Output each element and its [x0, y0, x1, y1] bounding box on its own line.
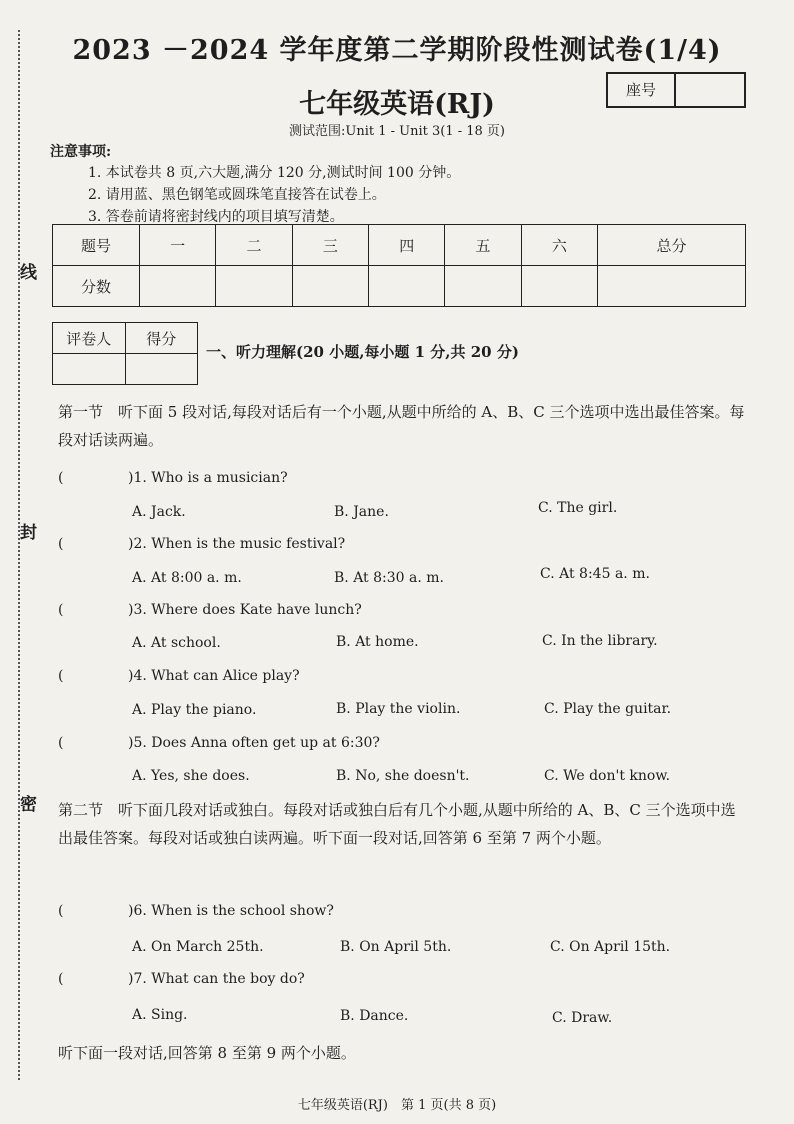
answer-blank[interactable]: ( — [58, 602, 64, 618]
score-cell[interactable] — [521, 266, 597, 307]
seat-label: 座号 — [608, 74, 676, 106]
notice-heading: 注意事项: — [50, 144, 112, 160]
question-5 — [58, 735, 380, 751]
option-b: B. At 8:30 a. m. — [334, 570, 444, 586]
score-cell[interactable] — [445, 266, 521, 307]
option-a: A. Play the piano. — [132, 702, 257, 718]
option-a: A. Sing. — [132, 1007, 188, 1023]
answer-blank[interactable]: ( — [58, 735, 64, 751]
option-c: C. The girl. — [538, 500, 618, 516]
score-header-cell: 题号 — [53, 225, 140, 266]
score-header-cell: 一 — [140, 225, 216, 266]
option-a: A. Yes, she does. — [132, 768, 250, 784]
binding-dotted-line — [18, 30, 20, 1080]
option-b: B. Play the violin. — [336, 701, 461, 717]
test-scope: 测试范围:Unit 1 - Unit 3(1 - 18 页) — [288, 124, 505, 139]
notice-item: 2. 请用蓝、黑色钢笔或圆珠笔直接答在试卷上。 — [88, 187, 386, 203]
score-table-header-row — [53, 225, 746, 266]
score-header-cell: 六 — [521, 225, 597, 266]
section-heading: 一、听力理解(20 小题,每小题 1 分,共 20 分) — [206, 343, 519, 361]
option-c: C. In the library. — [542, 633, 658, 649]
exam-title: 2023 －2024 学年度第二学期阶段性测试卷(1/4) — [72, 35, 722, 66]
question-text: )4. What can Alice play? — [128, 668, 300, 684]
binding-seal-char: 封 — [20, 523, 37, 543]
option-a: A. On March 25th. — [132, 939, 264, 955]
option-a: A. At school. — [132, 635, 221, 651]
answer-blank[interactable]: ( — [58, 971, 64, 987]
question-7 — [58, 971, 305, 987]
question-text: )3. Where does Kate have lunch? — [128, 602, 362, 618]
option-b: B. Dance. — [340, 1008, 409, 1024]
part1-instructions: 第一节 听下面 5 段对话,每段对话后有一个小题,从题中所给的 A、B、C 三个选项中选出最佳答案。每段对话读两遍。 — [58, 403, 745, 449]
option-b: B. At home. — [336, 634, 419, 650]
score-table — [52, 224, 746, 307]
question-4 — [58, 668, 300, 684]
option-c: C. Draw. — [552, 1010, 613, 1026]
answer-blank[interactable]: ( — [58, 470, 64, 486]
option-b: B. On April 5th. — [340, 939, 452, 955]
answer-blank[interactable]: ( — [58, 536, 64, 552]
question-3 — [58, 602, 362, 618]
question-text: )5. Does Anna often get up at 6:30? — [128, 735, 380, 751]
question-text: )2. When is the music festival? — [128, 536, 346, 552]
score-cell[interactable] — [369, 266, 445, 307]
question-6 — [58, 903, 334, 919]
question-text: )7. What can the boy do? — [128, 971, 305, 987]
option-c: C. Play the guitar. — [544, 701, 672, 717]
option-b: B. No, she doesn't. — [336, 768, 470, 784]
option-a: A. Jack. — [132, 504, 186, 520]
score-cell[interactable] — [140, 266, 216, 307]
score-header-cell: 总分 — [598, 225, 746, 266]
page-footer: 七年级英语(RJ) 第 1 页(共 8 页) — [297, 1098, 497, 1113]
binding-line-char: 线 — [20, 263, 37, 283]
option-c: C. At 8:45 a. m. — [540, 566, 650, 582]
option-a: A. At 8:00 a. m. — [132, 570, 242, 586]
binding-close-char: 密 — [20, 795, 37, 815]
score-header-cell: 三 — [292, 225, 368, 266]
grader-cell[interactable] — [53, 354, 126, 385]
answer-blank[interactable]: ( — [58, 668, 64, 684]
score-header-cell: 二 — [216, 225, 292, 266]
option-c: C. On April 15th. — [550, 939, 671, 955]
question-text: )1. Who is a musician? — [128, 470, 288, 486]
score-header-cell: 四 — [369, 225, 445, 266]
option-c: C. We don't know. — [544, 768, 671, 784]
answer-blank[interactable]: ( — [58, 903, 64, 919]
notice-item: 1. 本试卷共 8 页,六大题,满分 120 分,测试时间 100 分钟。 — [88, 165, 461, 181]
question-2 — [58, 536, 345, 552]
option-b: B. Jane. — [334, 504, 389, 520]
question-text: )6. When is the school show? — [128, 903, 334, 919]
part3-instructions: 听下面一段对话,回答第 8 至第 9 两个小题。 — [58, 1044, 356, 1062]
score-row-label: 分数 — [53, 266, 140, 307]
exam-subtitle: 七年级英语(RJ) — [299, 89, 495, 120]
question-1 — [58, 470, 288, 486]
score-cell[interactable] — [598, 266, 746, 307]
score-cell[interactable] — [292, 266, 368, 307]
grader-table — [52, 322, 198, 385]
grader-score-cell[interactable] — [125, 354, 198, 385]
score-table-value-row — [53, 266, 746, 307]
notice-item: 3. 答卷前请将密封线内的项目填写清楚。 — [88, 209, 344, 225]
part2-instructions: 第二节 听下面几段对话或独白。每段对话或独白后有几个小题,从题中所给的 A、B、C 三个选项中选出最佳答案。每段对话或独白读两遍。听下面一段对话,回答第 6 至第 7 两个小题。 — [58, 801, 736, 847]
score-cell[interactable] — [216, 266, 292, 307]
grader-label: 评卷人 — [53, 323, 126, 354]
score-header-cell: 五 — [445, 225, 521, 266]
grader-score-label: 得分 — [125, 323, 198, 354]
